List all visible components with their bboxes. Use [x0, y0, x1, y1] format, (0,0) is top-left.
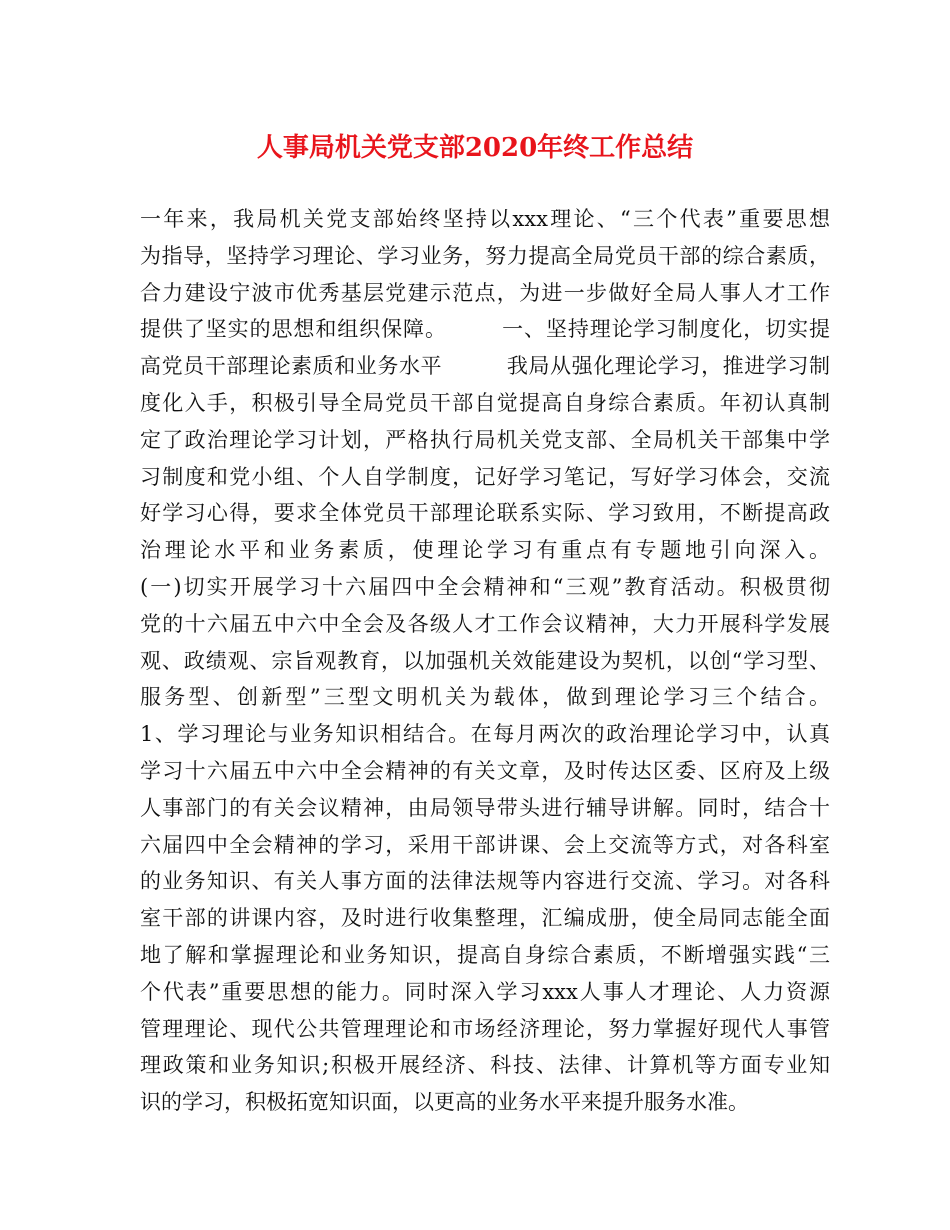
body-line: 地了解和掌握理论和业务知识，提高自身综合素质，不断增强实践“三 [140, 942, 830, 967]
body-line: 习制度和党小组、个人自学制度，记好学习笔记，写好学习体会，交流 [140, 464, 830, 489]
body-line: 人事部门的有关会议精神，由局领导带头进行辅导讲解。同时，结合十 [140, 795, 830, 820]
body-line: 一年来，我局机关党支部始终坚持以xxx理论、“三个代表”重要思想 [140, 207, 830, 231]
body-line: 党的十六届五中六中全会及各级人才工作会议精神，大力开展科学发展 [140, 611, 830, 636]
body-line: 度化入手，积极引导全局党员干部自觉提高自身综合素质。年初认真制 [140, 390, 830, 415]
body-line: 高党员干部理论素质和业务水平 我局从强化理论学习，推进学习制 [140, 354, 830, 379]
body-line: 观、政绩观、宗旨观教育，以加强机关效能建设为契机，以创“学习型、 [140, 648, 830, 673]
document-body [140, 201, 830, 1121]
body-line: 个代表”重要思想的能力。同时深入学习xxx人事人才理论、人力资源 [140, 979, 830, 1004]
body-line: 六届四中全会精神的学习，采用干部讲课、会上交流等方式，对各科室 [140, 832, 830, 857]
body-line: (一)切实开展学习十六届四中全会精神和“三观”教育活动。积极贯彻 [140, 574, 830, 599]
body-line: 定了政治理论学习计划，严格执行局机关党支部、全局机关干部集中学 [140, 427, 830, 452]
document-title: 人事局机关党支部2020年终工作总结 [256, 133, 694, 163]
body-line: 理政策和业务知识;积极开展经济、科技、法律、计算机等方面专业知 [140, 1053, 830, 1078]
body-line: 管理理论、现代公共管理理论和市场经济理论，努力掌握好现代人事管 [140, 1016, 830, 1041]
body-line: 的业务知识、有关人事方面的法律法规等内容进行交流、学习。对各科 [140, 869, 830, 894]
body-line: 1、学习理论与业务知识相结合。在每月两次的政治理论学习中，认真 [140, 722, 830, 747]
body-line: 识的学习，积极拓宽知识面，以更高的业务水平来提升服务水准。 [140, 1090, 749, 1115]
body-line: 学习十六届五中六中全会精神的有关文章，及时传达区委、区府及上级 [140, 758, 830, 783]
body-line: 好学习心得，要求全体党员干部理论联系实际、学习致用，不断提高政 [140, 501, 830, 526]
body-line: 服务型、创新型”三型文明机关为载体，做到理论学习三个结合。 [140, 685, 830, 710]
body-line: 为指导，坚持学习理论、学习业务，努力提高全局党员干部的综合素质， [140, 243, 830, 268]
body-line: 合力建设宁波市优秀基层党建示范点，为进一步做好全局人事人才工作 [140, 280, 830, 305]
body-line: 室干部的讲课内容，及时进行收集整理，汇编成册，使全局同志能全面 [140, 906, 830, 931]
body-line: 提供了坚实的思想和组织保障。 一、坚持理论学习制度化，切实提 [140, 317, 830, 342]
body-line: 治理论水平和业务素质，使理论学习有重点有专题地引向深入。 [140, 538, 830, 563]
